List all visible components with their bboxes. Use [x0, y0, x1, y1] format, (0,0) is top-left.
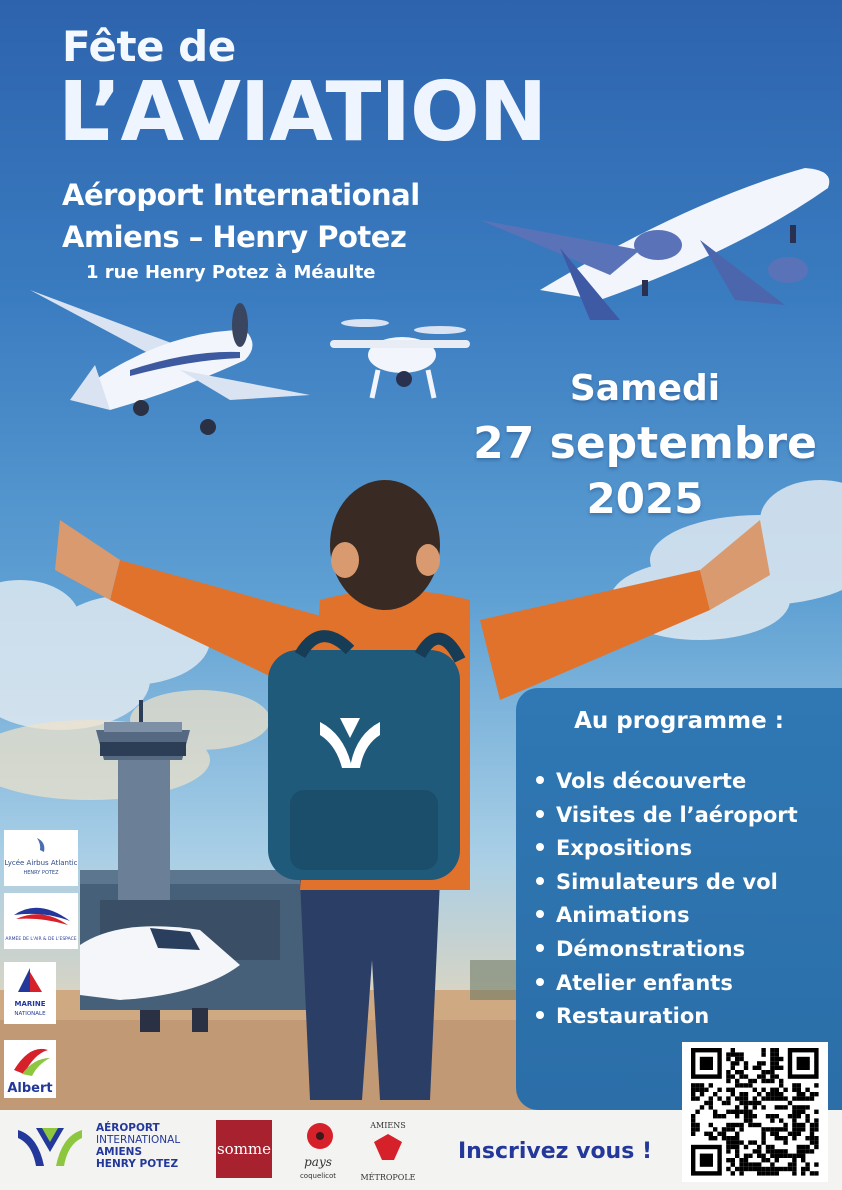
list-item — [536, 967, 798, 1001]
event-day: Samedi — [569, 368, 721, 409]
program-item-label: Expositions — [556, 836, 693, 861]
armee-air-icon — [4, 893, 78, 949]
program-list — [536, 765, 798, 1034]
bullet-icon — [536, 978, 544, 986]
airport-name-line-2: Amiens – Henry Potez — [62, 220, 407, 254]
amiens-bottom-text: MÉTROPOLE — [360, 1173, 416, 1182]
register-cta[interactable]: Inscrivez vous ! — [458, 1139, 653, 1164]
airport-name-line-1: Aéroport International — [62, 178, 420, 212]
program-item-label: Atelier enfants — [556, 970, 733, 995]
airport-logo-text — [96, 1122, 180, 1170]
airport-logo-icon — [14, 1120, 86, 1180]
pays-text: pays — [304, 1155, 332, 1169]
albert-name: Albert — [7, 1081, 53, 1096]
list-item — [536, 1000, 798, 1034]
bullet-icon — [536, 776, 544, 784]
program-item-label: Simulateurs de vol — [556, 869, 778, 894]
program-item-label: Visites de l’aéroport — [556, 802, 798, 827]
bullet-icon — [536, 944, 544, 952]
event-date: 27 septembre — [473, 418, 817, 469]
bullet-icon — [536, 843, 544, 851]
propeller-plane-icon — [30, 290, 310, 435]
amiens-emblem-icon — [374, 1134, 402, 1160]
event-year: 2025 — [586, 474, 704, 523]
list-item — [536, 832, 798, 866]
list-item — [536, 933, 798, 967]
title-line-2: L’AVIATION — [58, 65, 547, 160]
list-item — [536, 765, 798, 799]
albert-logo[interactable] — [4, 1040, 56, 1098]
airport-logo-line-1: AÉROPORT — [96, 1122, 160, 1134]
amiens-top-text: AMIENS — [370, 1121, 406, 1130]
pays-coquelicot-logo[interactable] — [290, 1116, 346, 1184]
bullet-icon — [536, 910, 544, 918]
program-title: Au programme : — [574, 708, 784, 734]
albert-icon — [4, 1040, 56, 1098]
jet-airliner-icon — [480, 168, 829, 320]
amiens-metropole-logo[interactable] — [350, 1112, 426, 1188]
armee-air-logo[interactable] — [4, 893, 78, 949]
program-item-label: Animations — [556, 903, 690, 928]
title-line-1: Fête de — [62, 22, 236, 71]
marine-icon — [4, 962, 56, 1024]
somme-logo[interactable] — [216, 1120, 272, 1178]
lycee-airbus-logo[interactable] — [4, 830, 78, 886]
program-item-label: Restauration — [556, 1004, 710, 1029]
lycee-logo-icon — [4, 830, 78, 886]
airport-logo-line-4: HENRY POTEZ — [96, 1158, 179, 1170]
marine-subname: NATIONALE — [14, 1011, 46, 1017]
bullet-icon — [536, 810, 544, 818]
bullet-icon — [536, 877, 544, 885]
armee-name: ARMÉE DE L'AIR & DE L'ESPACE — [5, 937, 77, 942]
list-item — [536, 799, 798, 833]
program-item-label: Démonstrations — [556, 936, 746, 961]
qr-code-icon[interactable] — [682, 1042, 828, 1182]
lycee-subname: HENRY POTEZ — [23, 870, 59, 876]
address: 1 rue Henry Potez à Méaulte — [86, 262, 376, 283]
coquelicot-text: coquelicot — [299, 1172, 337, 1180]
airport-logo-line-2: INTERNATIONAL — [96, 1134, 181, 1146]
lycee-name: Lycée Airbus Atlantic — [4, 859, 78, 867]
drone-icon — [330, 319, 470, 398]
list-item — [536, 866, 798, 900]
program-item-label: Vols découverte — [556, 769, 747, 793]
bullet-icon — [536, 1011, 544, 1019]
marine-nationale-logo[interactable] — [4, 962, 56, 1024]
airport-logo-line-3: AMIENS — [96, 1146, 143, 1158]
marine-name: MARINE — [14, 1000, 46, 1008]
list-item — [536, 899, 798, 933]
somme-logo-text: somme — [216, 1140, 272, 1158]
